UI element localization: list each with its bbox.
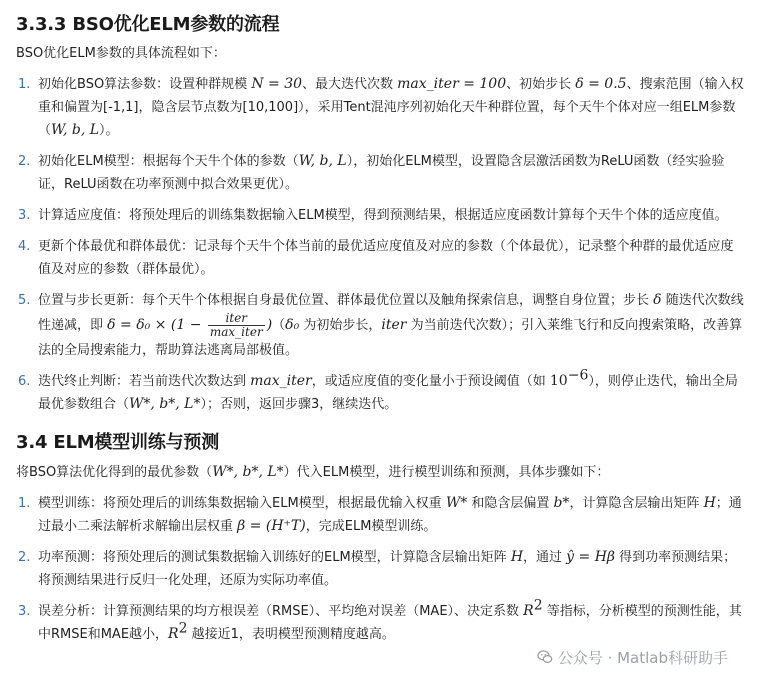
text: 、初始步长 [506, 77, 576, 92]
math: R [523, 603, 534, 619]
list-item [16, 367, 744, 416]
text: ；通过最小二乘法解析求解输出层权重 [38, 496, 742, 534]
math-superscript: −6 [567, 367, 589, 384]
math: ) [266, 317, 273, 333]
math: δ = δ₀ × (1 − [107, 317, 206, 333]
text: 迭代终止判断：若当前迭代次数达到 [38, 374, 251, 389]
math: N = 30 [251, 76, 303, 92]
list-number: 5. [18, 293, 31, 308]
text: ），初始化ELM模型，设置隐含层激活函数为ReLU函数（经实验验证，ReLU函数在功率预测中拟合效果更优）。 [38, 154, 725, 192]
math: W*, b*, L* [212, 464, 284, 480]
text: 、最大迭代次数 [302, 77, 398, 92]
text: ，计算隐含层输出矩阵 [569, 496, 704, 511]
text: 位置与步长更新：每个天牛个体根据自身最优位置、群体最优位置以及触角探索信息，调整自身位置；步长 [38, 293, 654, 308]
list-number: 2. [18, 550, 31, 565]
math: W* [445, 495, 468, 511]
section-intro: BSO优化ELM参数的具体流程如下： [16, 46, 226, 61]
list-number: 2. [18, 154, 31, 169]
bso-step-list [16, 73, 744, 416]
text: 越接近1，表明模型预测精度越高。 [187, 627, 395, 642]
math: H [703, 495, 716, 511]
math-superscript: 2 [533, 597, 543, 614]
math: max_iter = 100 [397, 76, 507, 92]
math-superscript: 2 [178, 620, 188, 637]
watermark [533, 647, 732, 668]
list-item [16, 73, 744, 142]
text: ）。 [99, 123, 119, 138]
section-intro [16, 461, 744, 484]
list-item [16, 150, 744, 196]
math: R [168, 626, 179, 642]
list-item [16, 597, 744, 646]
fraction-numerator: iter [208, 312, 265, 326]
math: W, b, L [51, 122, 100, 138]
list-number: 1. [18, 77, 31, 92]
fraction-denominator: max_iter [209, 325, 263, 339]
math: δ = 0.5 [575, 76, 627, 92]
math: b* [553, 495, 570, 511]
math: W, b, L [298, 153, 347, 169]
wechat-icon [537, 649, 553, 665]
list-number: 4. [18, 239, 31, 254]
list-item [16, 289, 744, 362]
math: iter [381, 317, 407, 333]
text: ），则停止迭代，输出全局最优参数组合（ [38, 374, 738, 412]
text: ，通过 [523, 550, 567, 565]
list-item [16, 492, 744, 538]
math: max_iter [250, 373, 312, 389]
list-number: 3. [18, 604, 31, 619]
text: 和隐含层偏置 [467, 496, 554, 511]
text: 将BSO算法优化得到的最优参数（ [16, 465, 213, 480]
elm-step-list [16, 492, 744, 646]
math: 10 [549, 373, 568, 389]
text: 功率预测：将预处理后的测试集数据输入训练好的ELM模型，计算隐含层输出矩阵 [38, 550, 511, 565]
section-title-elm-training: 3.4 ELM模型训练与预测 [16, 432, 220, 453]
list-number: 1. [18, 496, 31, 511]
list-item [16, 204, 744, 227]
text: 模型训练：将预处理后的训练集数据输入ELM模型，根据最优输入权重 [38, 496, 446, 511]
text: 计算适应度值：将预处理后的训练集数据输入ELM模型，得到预测结果，根据适应度函数计算每个天牛个体的适应度值。 [38, 208, 728, 223]
math: β = (H⁺T) [237, 518, 306, 534]
text: ）；否则，返回步骤3，继续迭代。 [200, 397, 398, 412]
list-number: 3. [18, 208, 31, 223]
text: ，或适应度值的变化量小于预设阈值（如 [311, 374, 550, 389]
text: 随迭代次数线性递减，即 [38, 293, 744, 333]
text: 等指标，分析模型的预测性能，其中RMSE和MAE越小， [38, 604, 742, 642]
text: 得到功率预测结果；将预测结果进行反归一化处理，还原为实际功率值。 [38, 550, 737, 588]
section-title-bso-flow: 3.3.3 BSO优化ELM参数的流程 [16, 14, 280, 35]
watermark-text: 公众号 · Matlab科研助手 [557, 649, 728, 667]
text: （ [272, 318, 286, 333]
text: 误差分析：计算预测结果的均方根误差（RMSE）、平均绝对误差（MAE）、决定系数 [38, 604, 524, 619]
text: 初始化ELM模型：根据每个天牛个体的参数（ [38, 154, 299, 169]
list-item [16, 546, 744, 592]
text: ，完成ELM模型训练。 [305, 519, 437, 534]
text: 为当前迭代次数）；引入莱维飞行和反向搜索策略，改善算法的全局搜索能力，帮助算法逃离局部极值。 [38, 318, 743, 358]
text: 更新个体最优和群体最优：记录每个天牛个体当前的最优适应度值及对应的参数（个体最优），记录整个种群的最优适应度值及对应的参数（群体最优）。 [38, 239, 734, 277]
list-number: 6. [18, 374, 31, 389]
math: δ [653, 292, 662, 308]
math: δ₀ [285, 317, 300, 333]
text: ）代入ELM模型，进行模型训练和预测，具体步骤如下： [283, 465, 610, 480]
text: 初始化BSO算法参数：设置种群规模 [38, 77, 252, 92]
text: 为初始步长， [299, 318, 382, 333]
list-item [16, 235, 744, 281]
math: W*, b*, L* [129, 396, 201, 412]
math: ŷ = Hβ [566, 549, 616, 565]
math: H [510, 549, 524, 565]
text: 、搜索范围（输入权重和偏置为[-1,1]，隐含层节点数为[10,100]），采用Tent混沌序列初始化天牛种群位置，每个天牛个体对应一组ELM参数（ [38, 77, 744, 138]
fraction [208, 312, 265, 339]
